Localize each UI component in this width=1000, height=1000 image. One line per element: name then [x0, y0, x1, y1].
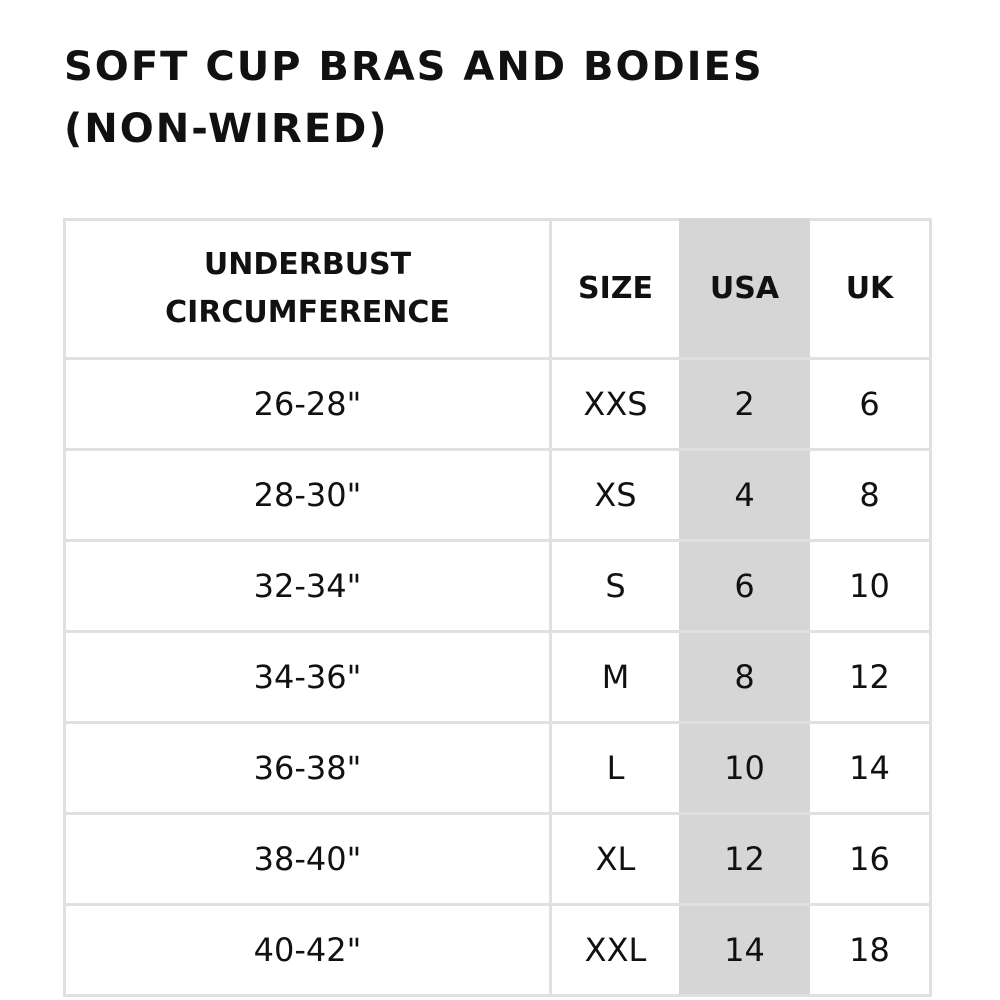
- table-header-row: [65, 220, 931, 359]
- cell-underbust: 36-38": [65, 723, 551, 814]
- header-underbust-line-1: UNDERBUST: [203, 247, 412, 282]
- table-row: [65, 541, 931, 632]
- cell-usa: 14: [681, 905, 809, 996]
- cell-uk: 8: [809, 450, 931, 541]
- header-underbust: [65, 220, 551, 359]
- cell-usa: 8: [681, 632, 809, 723]
- cell-usa: 2: [681, 359, 809, 450]
- cell-underbust: 40-42": [65, 905, 551, 996]
- table-row: [65, 905, 931, 996]
- header-underbust-line-2: CIRCUMFERENCE: [165, 295, 450, 330]
- cell-size: XS: [551, 450, 681, 541]
- cell-uk: 6: [809, 359, 931, 450]
- page-title: [64, 36, 944, 160]
- cell-usa: 12: [681, 814, 809, 905]
- page-title-line-2: (NON-WIRED): [64, 106, 389, 152]
- cell-size: S: [551, 541, 681, 632]
- header-usa: USA: [681, 220, 809, 359]
- cell-size: L: [551, 723, 681, 814]
- cell-size: XXS: [551, 359, 681, 450]
- cell-size: XXL: [551, 905, 681, 996]
- cell-underbust: 28-30": [65, 450, 551, 541]
- cell-size: M: [551, 632, 681, 723]
- cell-uk: 14: [809, 723, 931, 814]
- table-row: [65, 632, 931, 723]
- cell-underbust: 32-34": [65, 541, 551, 632]
- cell-usa: 4: [681, 450, 809, 541]
- page-title-line-1: SOFT CUP BRAS AND BODIES: [64, 44, 764, 90]
- table-row: [65, 723, 931, 814]
- cell-underbust: 26-28": [65, 359, 551, 450]
- cell-usa: 6: [681, 541, 809, 632]
- cell-underbust: 38-40": [65, 814, 551, 905]
- cell-uk: 12: [809, 632, 931, 723]
- table-row: [65, 359, 931, 450]
- cell-uk: 16: [809, 814, 931, 905]
- header-size: SIZE: [551, 220, 681, 359]
- size-chart-table: [63, 218, 932, 997]
- table-row: [65, 450, 931, 541]
- cell-uk: 10: [809, 541, 931, 632]
- table-row: [65, 814, 931, 905]
- cell-uk: 18: [809, 905, 931, 996]
- header-uk: UK: [809, 220, 931, 359]
- cell-size: XL: [551, 814, 681, 905]
- cell-usa: 10: [681, 723, 809, 814]
- cell-underbust: 34-36": [65, 632, 551, 723]
